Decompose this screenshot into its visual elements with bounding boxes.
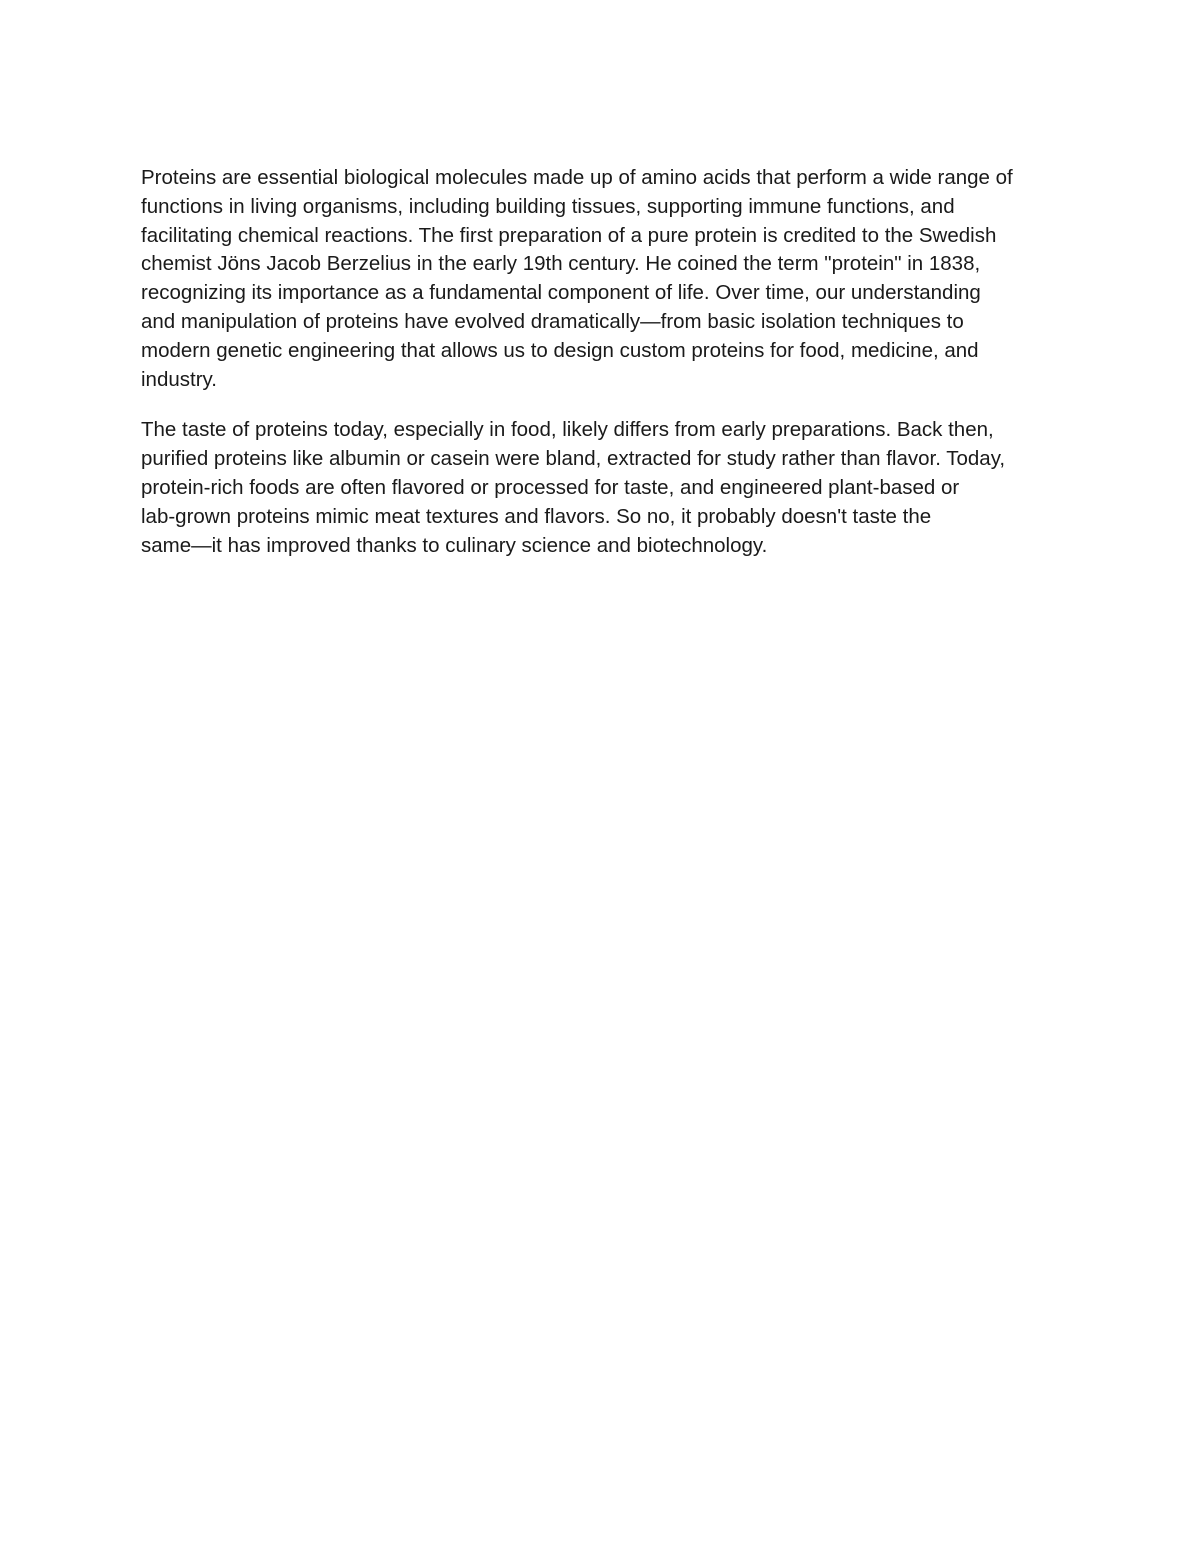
text-line: protein-rich foods are often flavored or processed for taste, and engineered plant-based or: [141, 475, 960, 499]
text-line: same—it has improved thanks to culinary science and biotechnology.: [141, 533, 768, 557]
text-line: industry.: [141, 367, 217, 391]
text-line: and manipulation of proteins have evolved dramatically—from basic isolation techniques to: [141, 309, 964, 333]
document-body: [141, 164, 1071, 560]
paragraph-protein-taste: [141, 416, 1071, 560]
text-line: The taste of proteins today, especially in food, likely differs from early preparations. Back then,: [141, 418, 994, 442]
text-line: lab-grown proteins mimic meat textures and flavors. So no, it probably doesn't taste the: [141, 504, 932, 528]
text-line: chemist Jöns Jacob Berzelius in the early 19th century. He coined the term "protein" in 1838,: [141, 252, 981, 276]
text-line: modern genetic engineering that allows us to design custom proteins for food, medicine, and: [141, 338, 979, 362]
text-line: recognizing its importance as a fundamental component of life. Over time, our understanding: [141, 281, 981, 305]
text-line: Proteins are essential biological molecules made up of amino acids that perform a wide range of: [141, 166, 1013, 189]
text-line: functions in living organisms, including building tissues, supporting immune functions, and: [141, 194, 955, 218]
text-line: facilitating chemical reactions. The first preparation of a pure protein is credited to the Swedish: [141, 223, 997, 247]
paragraph-proteins-history: [141, 164, 1071, 394]
text-line: purified proteins like albumin or casein were bland, extracted for study rather than flavor. Today,: [141, 447, 1006, 471]
